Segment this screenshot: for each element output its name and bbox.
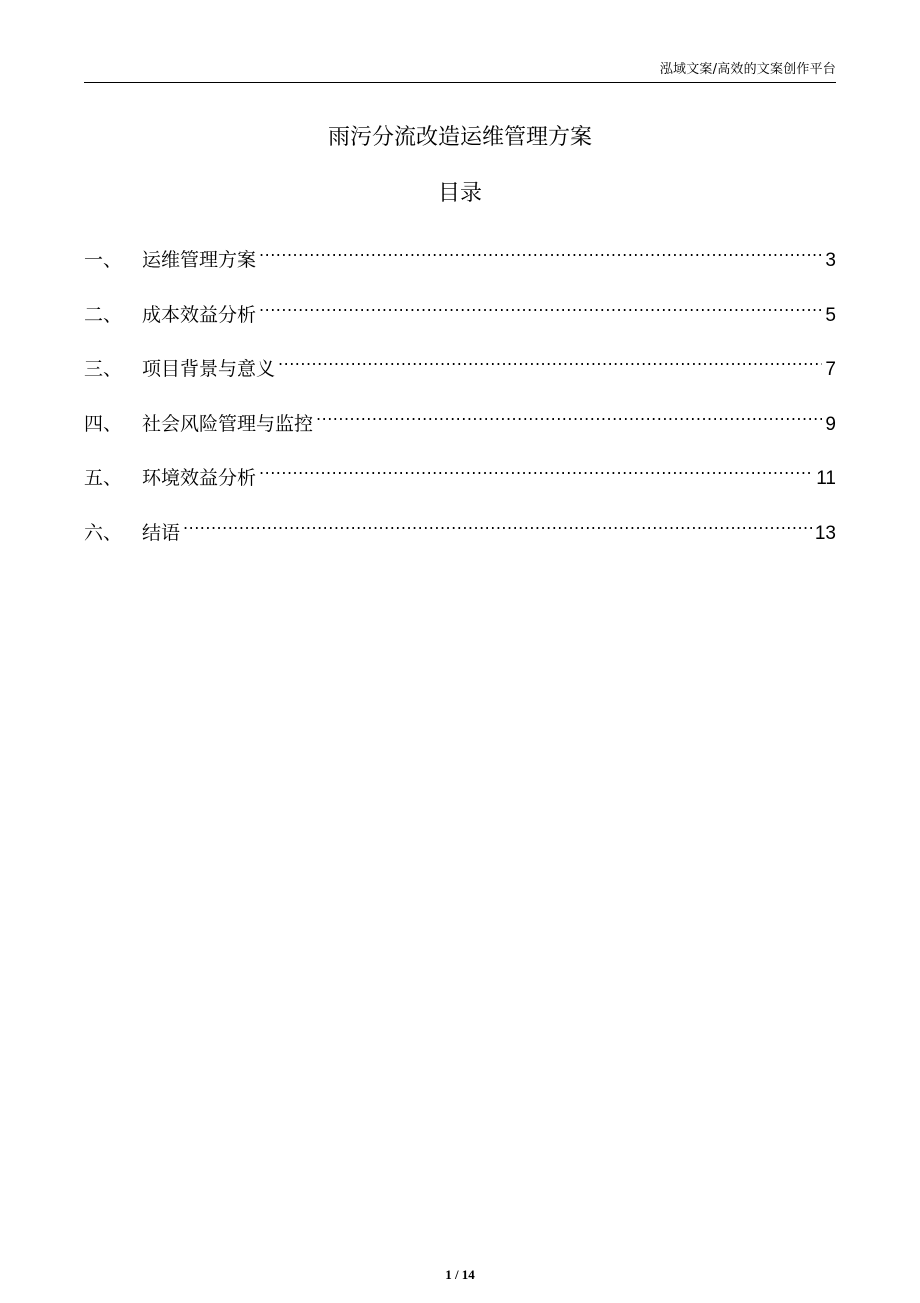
toc-entry-title: 社会风险管理与监控	[142, 412, 314, 435]
toc-entry-number: 二、	[84, 303, 123, 326]
toc-entry[interactable]	[84, 236, 836, 291]
toc-entry-page: 3	[825, 250, 836, 271]
toc-entry[interactable]	[84, 509, 836, 564]
toc-heading: 目录	[437, 181, 482, 206]
toc-entry-page: 13	[814, 522, 836, 544]
toc-dot-leader	[278, 345, 822, 375]
toc-entry-title: 项目背景与意义	[142, 358, 276, 380]
toc-entry[interactable]	[84, 454, 836, 509]
toc-dot-leader	[259, 454, 813, 484]
toc-dot-leader	[259, 236, 822, 266]
toc-entry-number: 一、	[84, 249, 123, 271]
toc-entry-title: 运维管理方案	[142, 249, 257, 271]
toc-entry-number: 六、	[84, 521, 123, 544]
toc-entry-number: 三、	[84, 358, 123, 380]
document-title: 雨污分流改造运维管理方案	[327, 125, 592, 150]
page-header-text: 泓域文案/高效的文案创作平台	[659, 62, 836, 77]
header-divider	[84, 82, 836, 83]
toc-entry-page: 5	[825, 304, 836, 326]
toc-entry-title: 环境效益分析	[142, 467, 257, 489]
toc-entry-title: 成本效益分析	[142, 303, 257, 326]
toc-entry-title: 结语	[142, 521, 181, 544]
toc-dot-leader	[183, 509, 812, 539]
toc-entry[interactable]	[84, 400, 836, 455]
toc-dot-leader	[316, 400, 822, 430]
toc-entry-number: 五、	[84, 467, 123, 489]
table-of-contents	[84, 236, 836, 563]
toc-entry-number: 四、	[84, 412, 123, 435]
toc-entry[interactable]	[84, 345, 836, 400]
page-number: 1 / 14	[445, 1267, 475, 1282]
toc-entry-page: 9	[825, 413, 836, 435]
toc-dot-leader	[259, 291, 822, 321]
toc-entry-page: 7	[825, 359, 836, 380]
toc-entry[interactable]	[84, 291, 836, 346]
toc-entry-page: 11	[816, 468, 836, 489]
